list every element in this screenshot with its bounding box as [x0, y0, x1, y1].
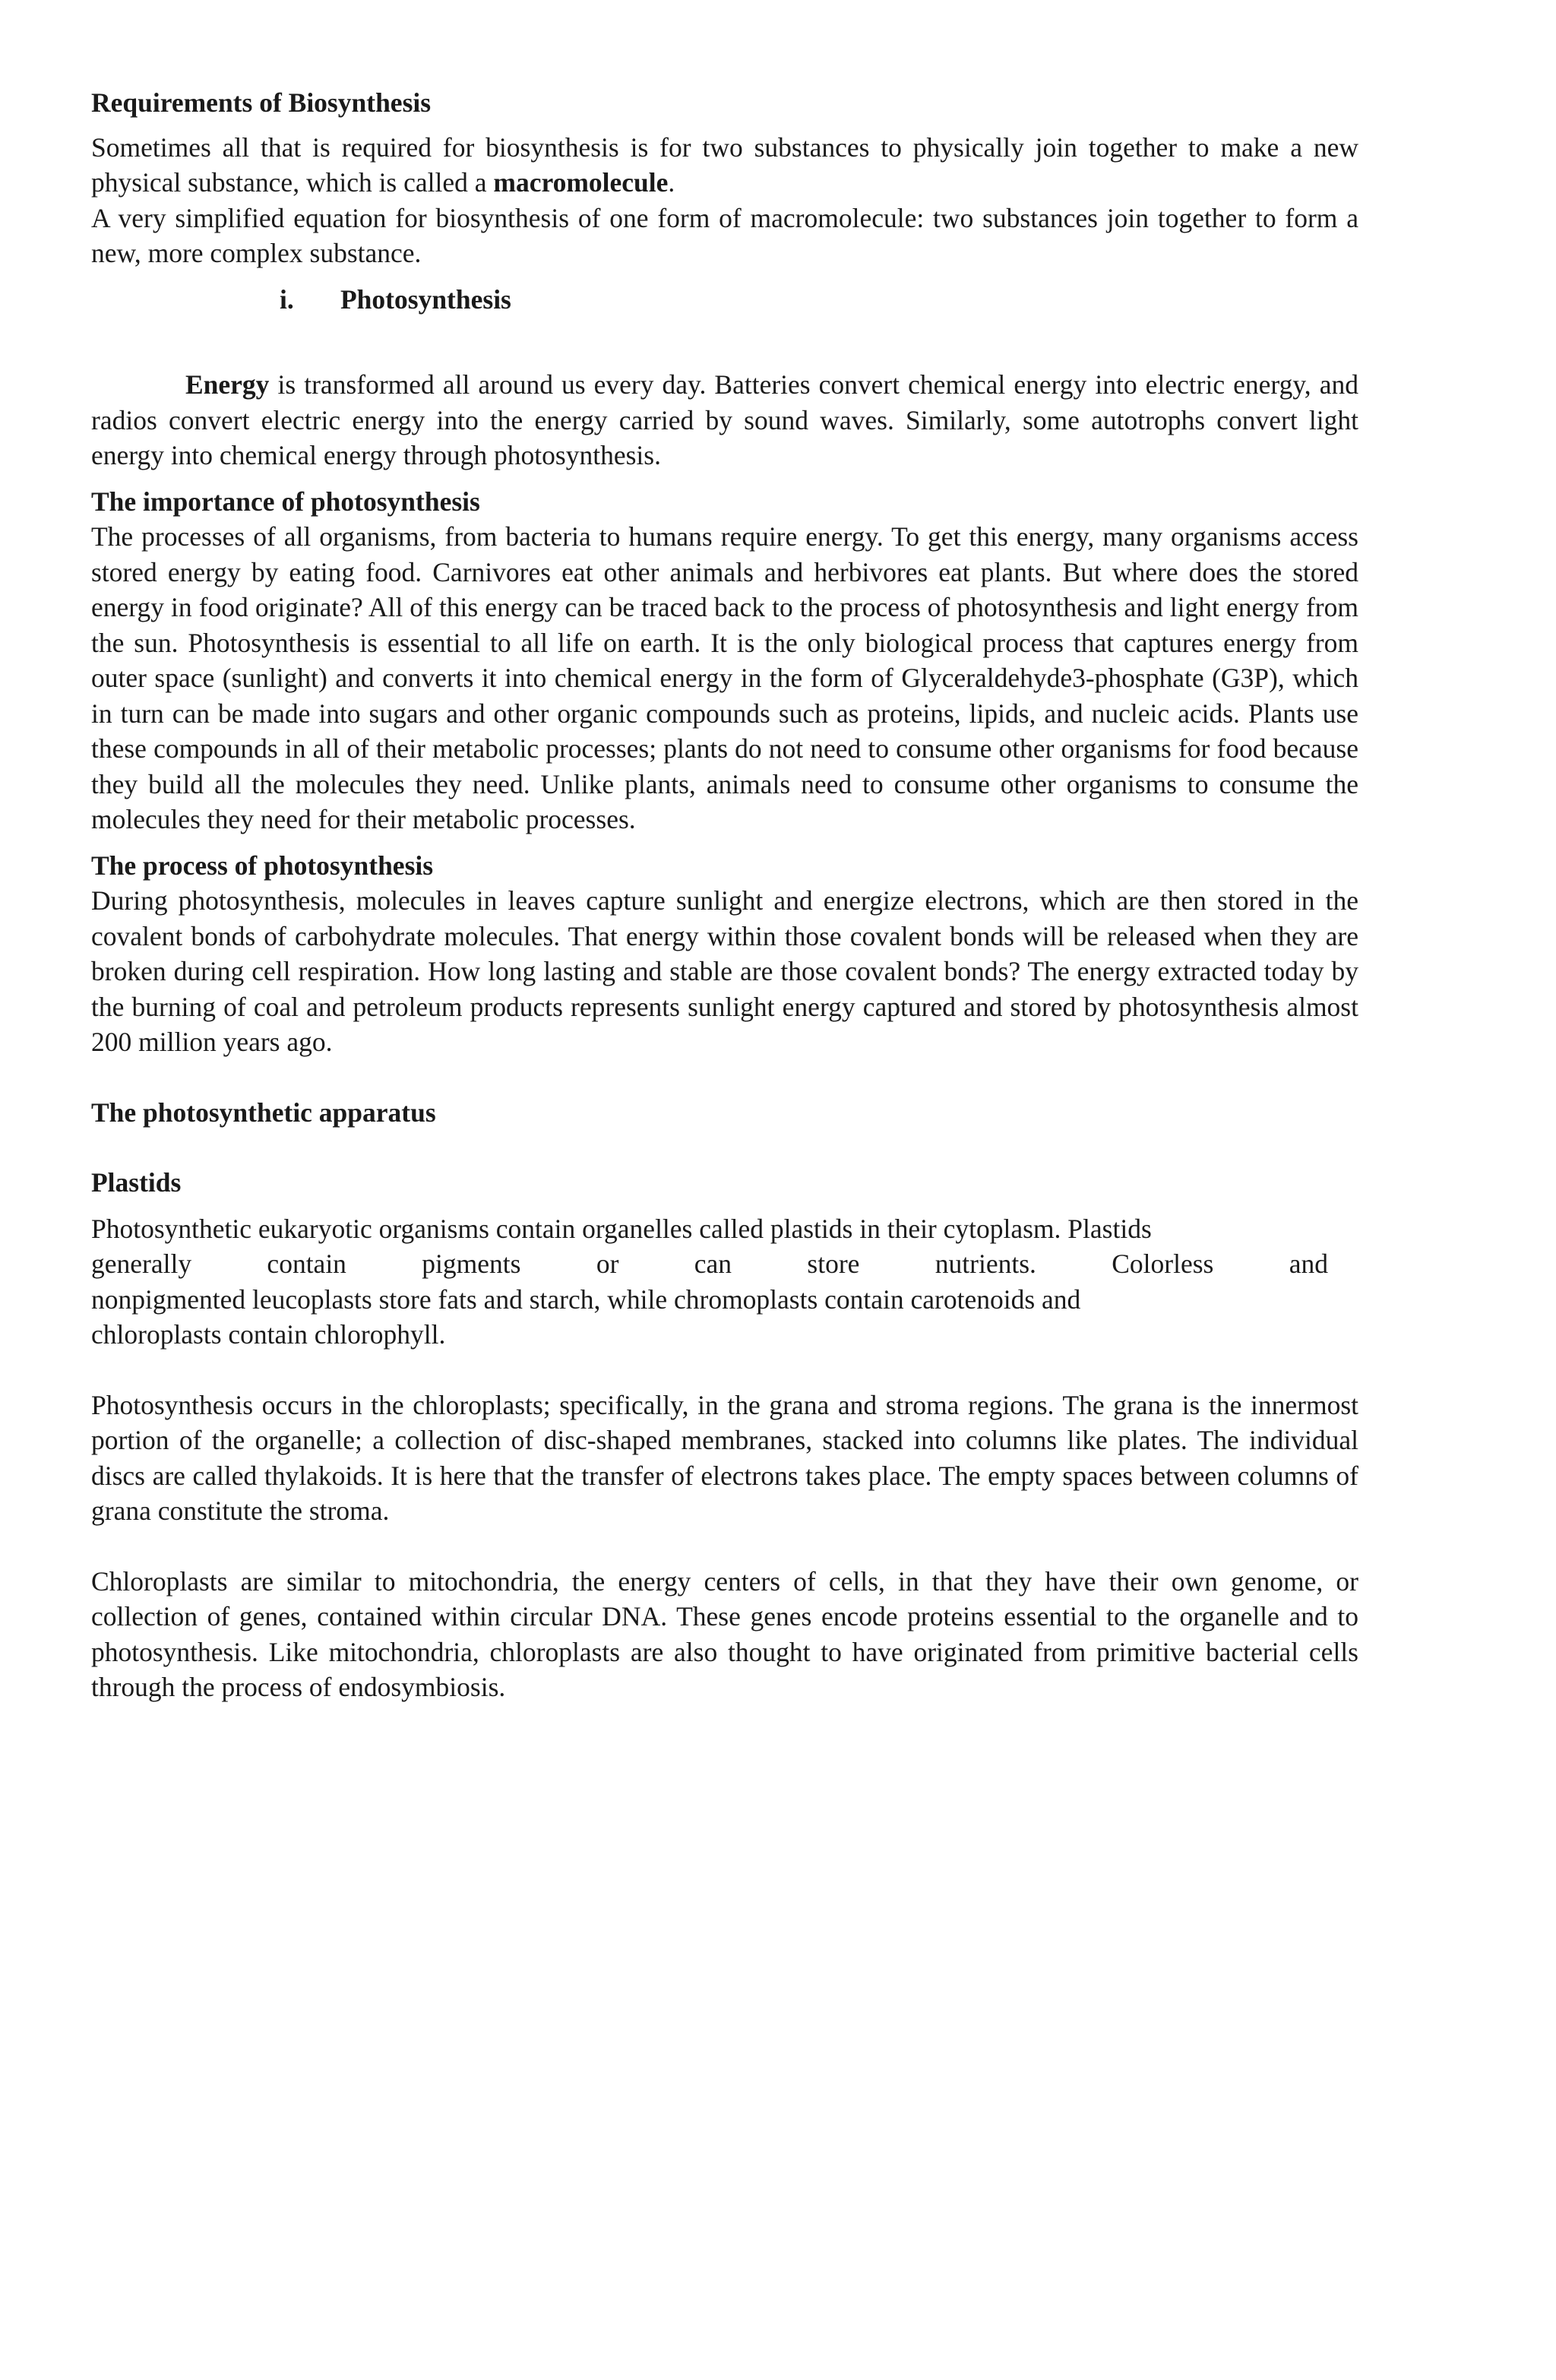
paragraph-biosynthesis-1-end: . — [668, 167, 675, 198]
heading-photosynthetic-apparatus: The photosynthetic apparatus — [91, 1097, 436, 1128]
paragraph-plastids-1 — [91, 1211, 1358, 1353]
heading-photosynthesis-number: i. — [280, 283, 294, 315]
paragraph-biosynthesis-1-text: Sometimes all that is required for biosynthesis is for two substances to physically join together to make a new physical substance, which is called a — [91, 131, 1358, 198]
paragraph-process: During photosynthesis, molecules in leaves capture sunlight and energize electrons, which are then stored in the covalent bonds of carbohydrate molecules. That energy within those covalent bonds will be released when they are broken during cell respiration. How long lasting and stable are those covalent bonds? The energy extracted today by the burning of coal and petroleum products represents sunlight energy captured and stored by photosynthesis almost 200 million years ago. — [91, 885, 1358, 1057]
document-page — [91, 85, 1358, 1705]
plastids-line-2: generally contain pigments or can store nutrients. Colorless and — [91, 1249, 1328, 1279]
heading-plastids: Plastids — [91, 1167, 182, 1198]
heading-photosynthesis-title: Photosynthesis — [340, 283, 511, 315]
term-energy: Energy — [185, 369, 270, 400]
term-macromolecule: macromolecule — [493, 167, 669, 198]
paragraph-energy-intro — [91, 367, 1358, 473]
paragraph-biosynthesis-2: A very simplified equation for biosynthesis of one form of macromolecule: two substances join together to form a new, more complex substance. — [91, 202, 1358, 268]
heading-requirements-of-biosynthesis: Requirements of Biosynthesis — [91, 87, 432, 118]
plastids-line-3: nonpigmented leucoplasts store fats and starch, while chromoplasts contain carotenoids and — [91, 1283, 1081, 1315]
plastids-line-4: chloroplasts contain chlorophyll. — [91, 1319, 446, 1350]
paragraph-importance: The processes of all organisms, from bacteria to humans require energy. To get this energy, many organisms access stored energy by eating food. Carnivores eat other animals and herbivores eat plants. But where does the stored energy in food originate? All of this energy can be traced back to the process of photosynthesis and light energy from the sun. Photosynthesis is essential to all life on earth. It is the only biological process that captures energy from outer space (sunlight) and converts it into chemical energy in the form of Glyceraldehyde3-phosphate (G3P), which in turn can be made into sugars and other organic compounds such as proteins, lipids, and nucleic acids. Plants use these compounds in all of their metabolic processes; plants do not need to consume other organisms for food because they build all the molecules they need. Unlike plants, animals need to consume other organisms to consume the molecules they need for their metabolic processes. — [91, 521, 1358, 834]
heading-photosynthesis — [280, 282, 1358, 318]
paragraph-energy-intro-text: is transformed all around us every day. Batteries convert chemical energy into electric energy, and radios convert electric energy into the energy carried by sound waves. Similarly, some autotrophs convert light energy into chemical energy through photosynthesis. — [91, 369, 1358, 470]
heading-importance-of-photosynthesis: The importance of photosynthesis — [91, 486, 480, 517]
paragraph-chloroplasts-grana: Photosynthesis occurs in the chloroplasts; specifically, in the grana and stroma regions. The grana is the innermost portion of the organelle; a collection of disc-shaped membranes, stacked into columns like plates. The individual discs are called thylakoids. It is here that the transfer of electrons takes place. The empty spaces between columns of grana constitute the stroma. — [91, 1389, 1358, 1526]
heading-process-of-photosynthesis: The process of photosynthesis — [91, 850, 434, 881]
paragraph-biosynthesis-1 — [91, 130, 1358, 201]
plastids-line-1: Photosynthetic eukaryotic organisms contain organelles called plastids in their cytoplasm. Plastids — [91, 1213, 1152, 1244]
paragraph-chloroplasts-mitochondria: Chloroplasts are similar to mitochondria, the energy centers of cells, in that they have their own genome, or collection of genes, contained within circular DNA. These genes encode proteins essential to the organelle and to photosynthesis. Like mitochondria, chloroplasts are also thought to have originated from primitive bacterial cells through the process of endosymbiosis. — [91, 1565, 1358, 1702]
